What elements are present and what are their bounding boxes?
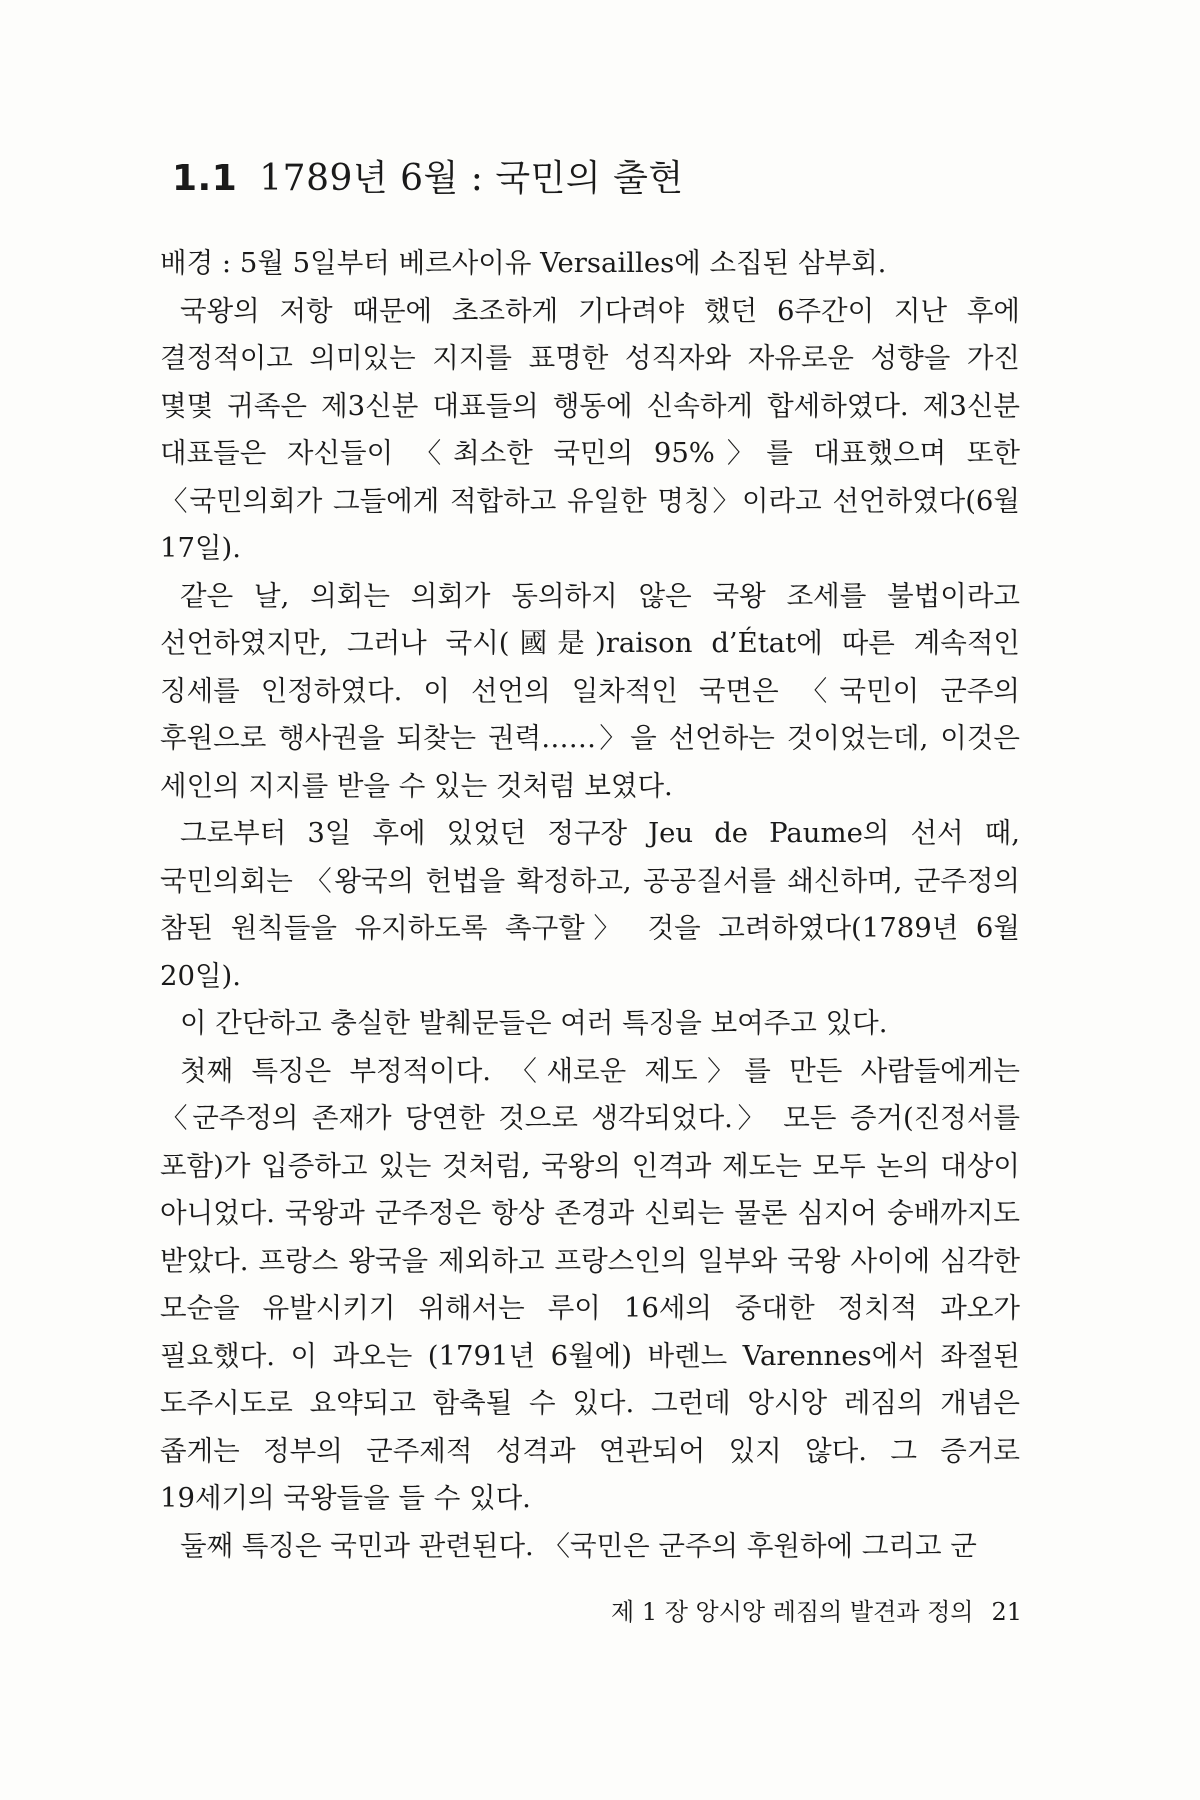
paragraph: 그로부터 3일 후에 있었던 정구장 Jeu de Paume의 선서 때, 국민의회는 〈왕국의 헌법을 확정하고, 공공질서를 쇄신하며, 군주정의 참된 원칙들을 유지하도록 촉구할〉 것을 고려하였다(1789년 6월 20일). <box>160 817 1020 992</box>
page-footer <box>611 1592 1022 1627</box>
section-title: 1789년 6월 : 국민의 출현 <box>259 158 684 199</box>
paragraph-background: 배경 : 5월 5일부터 베르사이유 Versailles에 소집된 삼부회. <box>160 247 887 279</box>
paragraph: 둘째 특징은 국민과 관련된다. 〈국민은 군주의 후원하에 그리고 군 <box>180 1529 977 1562</box>
paragraph: 이 간단하고 충실한 발췌문들은 여러 특징을 보여주고 있다. <box>180 1007 888 1039</box>
paragraph: 같은 날, 의회는 의회가 동의하지 않은 국왕 조세를 불법이라고 선언하였지만, 그러나 국시(國是)raison d’État에 따른 계속적인 징세를 인정하였다. 이 선언의 일차적인 국면은 〈국민이 군주의 후원으로 행사권을 되찾는 권력……〉을 선언하는 것이었는데, 이것은 세인의 지지를 받을 수 있는 것처럼 보였다. <box>160 579 1020 802</box>
paragraph: 첫째 특징은 부정적이다. 〈새로운 제도〉를 만든 사람들에게는 〈군주정의 존재가 당연한 것으로 생각되었다.〉 모든 증거(진정서를 포함)가 입증하고 있는 것처럼, 국왕의 인격과 제도는 모두 논의 대상이 아니었다. 국왕과 군주정은 항상 존경과 신뢰는 물론 심지어 숭배까지도 받았다. 프랑스 왕국을 제외하고 프랑스인의 일부와 국왕 사이에 심각한 모순을 유발시키기 위해서는 루이 16세의 중대한 정치적 과오가 필요했다. 이 과오는 (1791년 6월에) 바렌느 Varennes에서 좌절된 도주시도로 요약되고 함축될 수 있다. 그런데 앙시앙 레짐의 개념은 좁게는 정부의 군주제적 성격과 연관되어 있지 않다. 그 증거로 19세기의 국왕들을 들 수 있다. <box>160 1054 1020 1514</box>
section-number: 1.1 <box>172 158 238 199</box>
section-heading <box>172 150 684 201</box>
running-head: 제 1 장 앙시앙 레짐의 발견과 정의 <box>611 1598 974 1626</box>
paragraph: 국왕의 저항 때문에 초조하게 기다려야 했던 6주간이 지난 후에 결정적이고 의미있는 지지를 표명한 성직자와 자유로운 성향을 가진 몇몇 귀족은 제3신분 대표들의 행동에 신속하게 합세하였다. 제3신분 대표들은 자신들이 〈최소한 국민의 95%〉를 대표했으며 또한 〈국민의회가 그들에게 적합하고 유일한 명칭〉이라고 선언하였다(6월 17일). <box>160 294 1020 564</box>
page-number: 21 <box>991 1598 1022 1626</box>
body-text <box>160 240 1020 1570</box>
